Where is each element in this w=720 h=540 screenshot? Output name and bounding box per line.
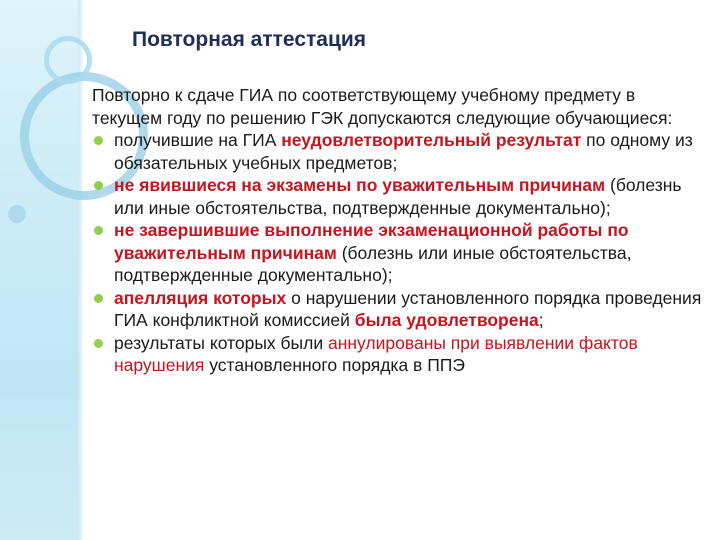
bullet-dot-icon <box>94 136 103 145</box>
list-item <box>92 129 704 174</box>
list-item <box>92 174 704 219</box>
item-highlight: аннулированы при выявлении фактов нарушения <box>114 332 638 375</box>
eligibility-list <box>92 129 704 377</box>
list-item <box>92 287 704 332</box>
bullet-dot-icon <box>94 226 103 235</box>
decorative-dot <box>8 205 26 223</box>
bullet-dot-icon <box>94 339 103 348</box>
item-text: результаты которых были <box>114 332 328 353</box>
slide-body <box>92 84 704 377</box>
item-highlight: не явившиеся на экзамены по уважительным причинам <box>114 175 606 195</box>
bullet-dot-icon <box>94 181 103 190</box>
item-highlight: неудовлетворительный результат <box>281 130 582 150</box>
item-highlight: не завершившие выполнение экзаменационной работы по уважительным причинам <box>114 220 629 263</box>
item-text: (болезнь или иные обстоятельства, подтвержденные документально); <box>114 175 682 218</box>
item-highlight: была удовлетворена <box>354 310 539 330</box>
item-text: (болезнь или иные обстоятельства, подтвержденные документально); <box>114 242 632 285</box>
list-item <box>92 219 704 287</box>
item-highlight: апелляция которых <box>114 287 287 308</box>
list-item <box>92 332 704 377</box>
item-text: ; <box>538 310 544 330</box>
item-text: установленного порядка в ППЭ <box>204 355 465 375</box>
bullet-dot-icon <box>94 294 103 303</box>
item-text: по одному из обязательных учебных предметов; <box>114 130 693 173</box>
item-text: о нарушении установленного порядка проведения ГИА конфликтной комиссией <box>114 287 702 330</box>
intro-paragraph: Повторно к сдаче ГИА по соответствующему учебному предмету в текущем году по решению ГЭК допускаются следующие обучающиеся: <box>92 85 673 128</box>
item-text: получившие на ГИА <box>114 130 282 150</box>
slide-title: Повторная аттестация <box>132 28 367 51</box>
decorative-ring-small <box>44 36 92 84</box>
